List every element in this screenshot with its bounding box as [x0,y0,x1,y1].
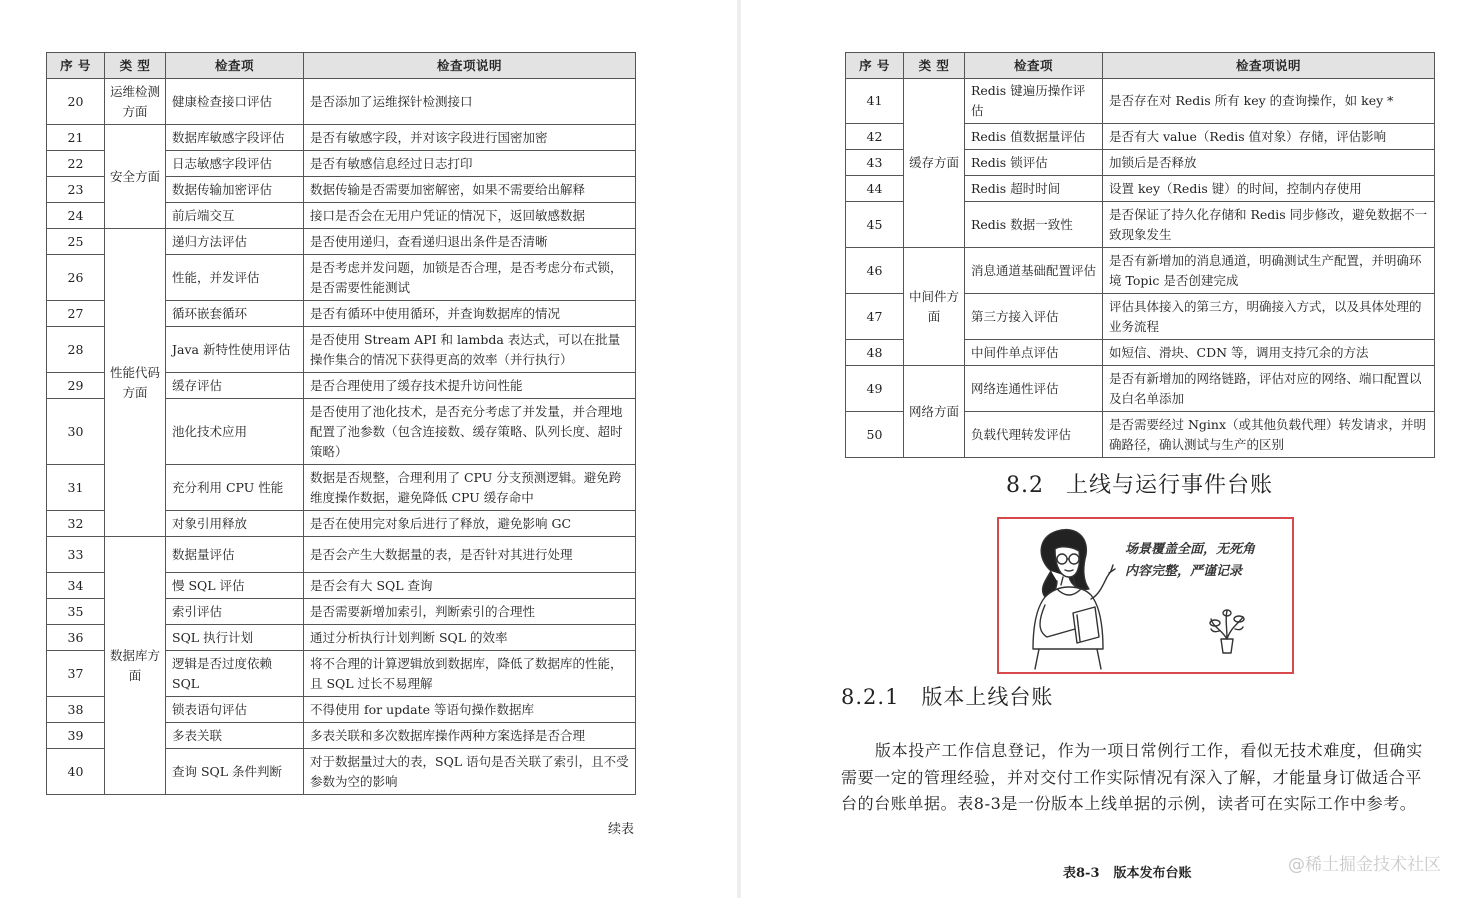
row-number: 33 [47,537,105,573]
header-desc: 检查项说明 [304,53,636,79]
illustration-box [997,517,1294,674]
row-number: 22 [47,151,105,177]
row-number: 25 [47,229,105,255]
left-page [0,0,737,898]
row-number: 34 [47,573,105,599]
row-number: 46 [846,248,904,294]
row-item: 网络连通性评估 [965,366,1103,412]
subsection-title: 版本上线台账 [921,685,1054,709]
row-description: 接口是否会在无用户凭证的情况下，返回敏感数据 [304,203,636,229]
caption-title: 版本发布台账 [1113,866,1192,881]
table-row [47,537,636,573]
row-number: 23 [47,177,105,203]
row-number: 29 [47,373,105,399]
illustration-line-2: 内容完整，严谨记录 [1125,564,1243,579]
table-row [47,125,636,151]
row-number: 21 [47,125,105,151]
row-item: Redis 锁评估 [965,150,1103,176]
row-item: 池化技术应用 [166,399,304,465]
table-row [846,366,1435,412]
section-title: 上线与运行事件台账 [1066,473,1274,498]
row-number: 50 [846,412,904,458]
row-item: 慢 SQL 评估 [166,573,304,599]
right-page [741,0,1476,898]
row-description: 是否有新增加的网络链路，评估对应的网络、端口配置以及白名单添加 [1103,366,1435,412]
header-num: 序 号 [846,53,904,79]
row-description: 是否有大 value（Redis 值对象）存储，评估影响 [1103,124,1435,150]
row-description: 数据传输是否需要加密解密，如果不需要给出解释 [304,177,636,203]
row-number: 39 [47,723,105,749]
row-description: 是否有新增加的消息通道，明确测试生产配置，并明确环境 Topic 是否创建完成 [1103,248,1435,294]
row-number: 42 [846,124,904,150]
row-description: 是否需要新增加索引，判断索引的合理性 [304,599,636,625]
row-description: 是否在使用完对象后进行了释放，避免影响 GC [304,511,636,537]
row-type: 运维检测方面 [105,79,166,125]
row-item: 日志敏感字段评估 [166,151,304,177]
row-number: 37 [47,651,105,697]
row-item: 缓存评估 [166,373,304,399]
table-row [47,79,636,125]
row-item: 消息通道基础配置评估 [965,248,1103,294]
row-type: 缓存方面 [904,79,965,248]
row-description: 通过分析执行计划判断 SQL 的效率 [304,625,636,651]
row-number: 40 [47,749,105,795]
illustration-line-1: 场景覆盖全面，无死角 [1125,542,1256,557]
row-number: 28 [47,327,105,373]
row-description: 是否有敏感字段，并对该字段进行国密加密 [304,125,636,151]
subsection-number: 8.2.1 [841,685,900,709]
row-item: Redis 值数据量评估 [965,124,1103,150]
row-number: 30 [47,399,105,465]
row-number: 32 [47,511,105,537]
row-type: 数据库方面 [105,537,166,795]
check-table-left [46,52,636,795]
row-item: 数据量评估 [166,537,304,573]
caption-number: 表8-3 [1063,866,1100,881]
row-description: 评估具体接入的第三方，明确接入方式，以及具体处理的业务流程 [1103,294,1435,340]
subsection-heading [841,681,1053,711]
row-item: 逻辑是否过度依赖 SQL [166,651,304,697]
row-item: Redis 键遍历操作评估 [965,79,1103,124]
row-description: 是否使用递归，查看递归退出条件是否清晰 [304,229,636,255]
section-number: 8.2 [1006,473,1044,498]
row-item: 查询 SQL 条件判断 [166,749,304,795]
row-number: 48 [846,340,904,366]
row-number: 27 [47,301,105,327]
row-description: 对于数据量过大的表，SQL 语句是否关联了索引，且不受参数为空的影响 [304,749,636,795]
header-item: 检查项 [965,53,1103,79]
row-item: 中间件单点评估 [965,340,1103,366]
row-number: 49 [846,366,904,412]
row-item: 数据传输加密评估 [166,177,304,203]
body-paragraph: 版本投产工作信息登记，作为一项日常例行工作，看似无技术难度，但确实需要一定的管理经验，并对交付工作实际情况有深入了解，才能量身订做适合平台的台账单据。表8-3是一份版本上线单据的示例，读者可在实际工作中参考。 [841,741,1423,813]
row-description: 是否会有大 SQL 查询 [304,573,636,599]
continued-label: 续表 [608,822,635,837]
row-description: 是否有敏感信息经过日志打印 [304,151,636,177]
row-number: 43 [846,150,904,176]
row-item: 数据库敏感字段评估 [166,125,304,151]
header-type: 类 型 [904,53,965,79]
row-number: 41 [846,79,904,124]
row-item: 健康检查接口评估 [166,79,304,125]
row-number: 31 [47,465,105,511]
row-description: 如短信、滑块、CDN 等，调用支持冗余的方法 [1103,340,1435,366]
header-item: 检查项 [166,53,304,79]
table-row [47,229,636,255]
watermark: @稀土掘金技术社区 [1288,855,1441,875]
section-heading [1006,468,1273,499]
row-item: Redis 超时时间 [965,176,1103,202]
table-row [846,248,1435,294]
row-item: 循环嵌套循环 [166,301,304,327]
row-description: 是否考虑并发问题，加锁是否合理，是否考虑分布式锁，是否需要性能测试 [304,255,636,301]
header-desc: 检查项说明 [1103,53,1435,79]
table-header-row [47,53,636,79]
row-description: 是否添加了运维探针检测接口 [304,79,636,125]
row-number: 36 [47,625,105,651]
row-description: 是否保证了持久化存储和 Redis 同步修改，避免数据不一致现象发生 [1103,202,1435,248]
row-item: 锁表语句评估 [166,697,304,723]
row-item: Java 新特性使用评估 [166,327,304,373]
row-description: 是否使用了池化技术，是否充分考虑了并发量，并合理地配置了池参数（包含连接数、缓存策略、队列长度、超时策略） [304,399,636,465]
row-item: 递归方法评估 [166,229,304,255]
row-description: 设置 key（Redis 键）的时间，控制内存使用 [1103,176,1435,202]
row-item: 对象引用释放 [166,511,304,537]
row-description: 多表关联和多次数据库操作两种方案选择是否合理 [304,723,636,749]
table-caption [1063,862,1192,881]
row-type: 性能代码方面 [105,229,166,537]
row-description: 数据是否规整，合理利用了 CPU 分支预测逻辑。避免跨维度操作数据，避免降低 CPU 缓存命中 [304,465,636,511]
row-description: 是否有循环中使用循环，并查询数据库的情况 [304,301,636,327]
header-type: 类 型 [105,53,166,79]
row-type: 网络方面 [904,366,965,458]
row-type: 中间件方面 [904,248,965,366]
row-number: 35 [47,599,105,625]
row-item: 性能，并发评估 [166,255,304,301]
check-table-right [845,52,1435,458]
row-item: 第三方接入评估 [965,294,1103,340]
table-header-row [846,53,1435,79]
row-item: 充分利用 CPU 性能 [166,465,304,511]
row-type: 安全方面 [105,125,166,229]
row-number: 20 [47,79,105,125]
illustration-caption [1125,539,1255,583]
row-item: SQL 执行计划 [166,625,304,651]
row-number: 26 [47,255,105,301]
row-number: 44 [846,176,904,202]
row-item: 索引评估 [166,599,304,625]
row-description: 加锁后是否释放 [1103,150,1435,176]
row-description: 不得使用 for update 等语句操作数据库 [304,697,636,723]
row-description: 是否存在对 Redis 所有 key 的查询操作，如 key * [1103,79,1435,124]
row-number: 38 [47,697,105,723]
row-item: 前后端交互 [166,203,304,229]
row-number: 45 [846,202,904,248]
row-item: Redis 数据一致性 [965,202,1103,248]
row-description: 是否会产生大数据量的表，是否针对其进行处理 [304,537,636,573]
table-row [846,79,1435,124]
row-description: 是否使用 Stream API 和 lambda 表达式，可以在批量操作集合的情况下获得更高的效率（并行执行） [304,327,636,373]
row-description: 将不合理的计算逻辑放到数据库，降低了数据库的性能，且 SQL 过长不易理解 [304,651,636,697]
row-item: 负载代理转发评估 [965,412,1103,458]
row-number: 24 [47,203,105,229]
row-description: 是否需要经过 Nginx（或其他负载代理）转发请求，并明确路径，确认测试与生产的区别 [1103,412,1435,458]
header-num: 序 号 [47,53,105,79]
row-description: 是否合理使用了缓存技术提升访问性能 [304,373,636,399]
row-number: 47 [846,294,904,340]
row-item: 多表关联 [166,723,304,749]
